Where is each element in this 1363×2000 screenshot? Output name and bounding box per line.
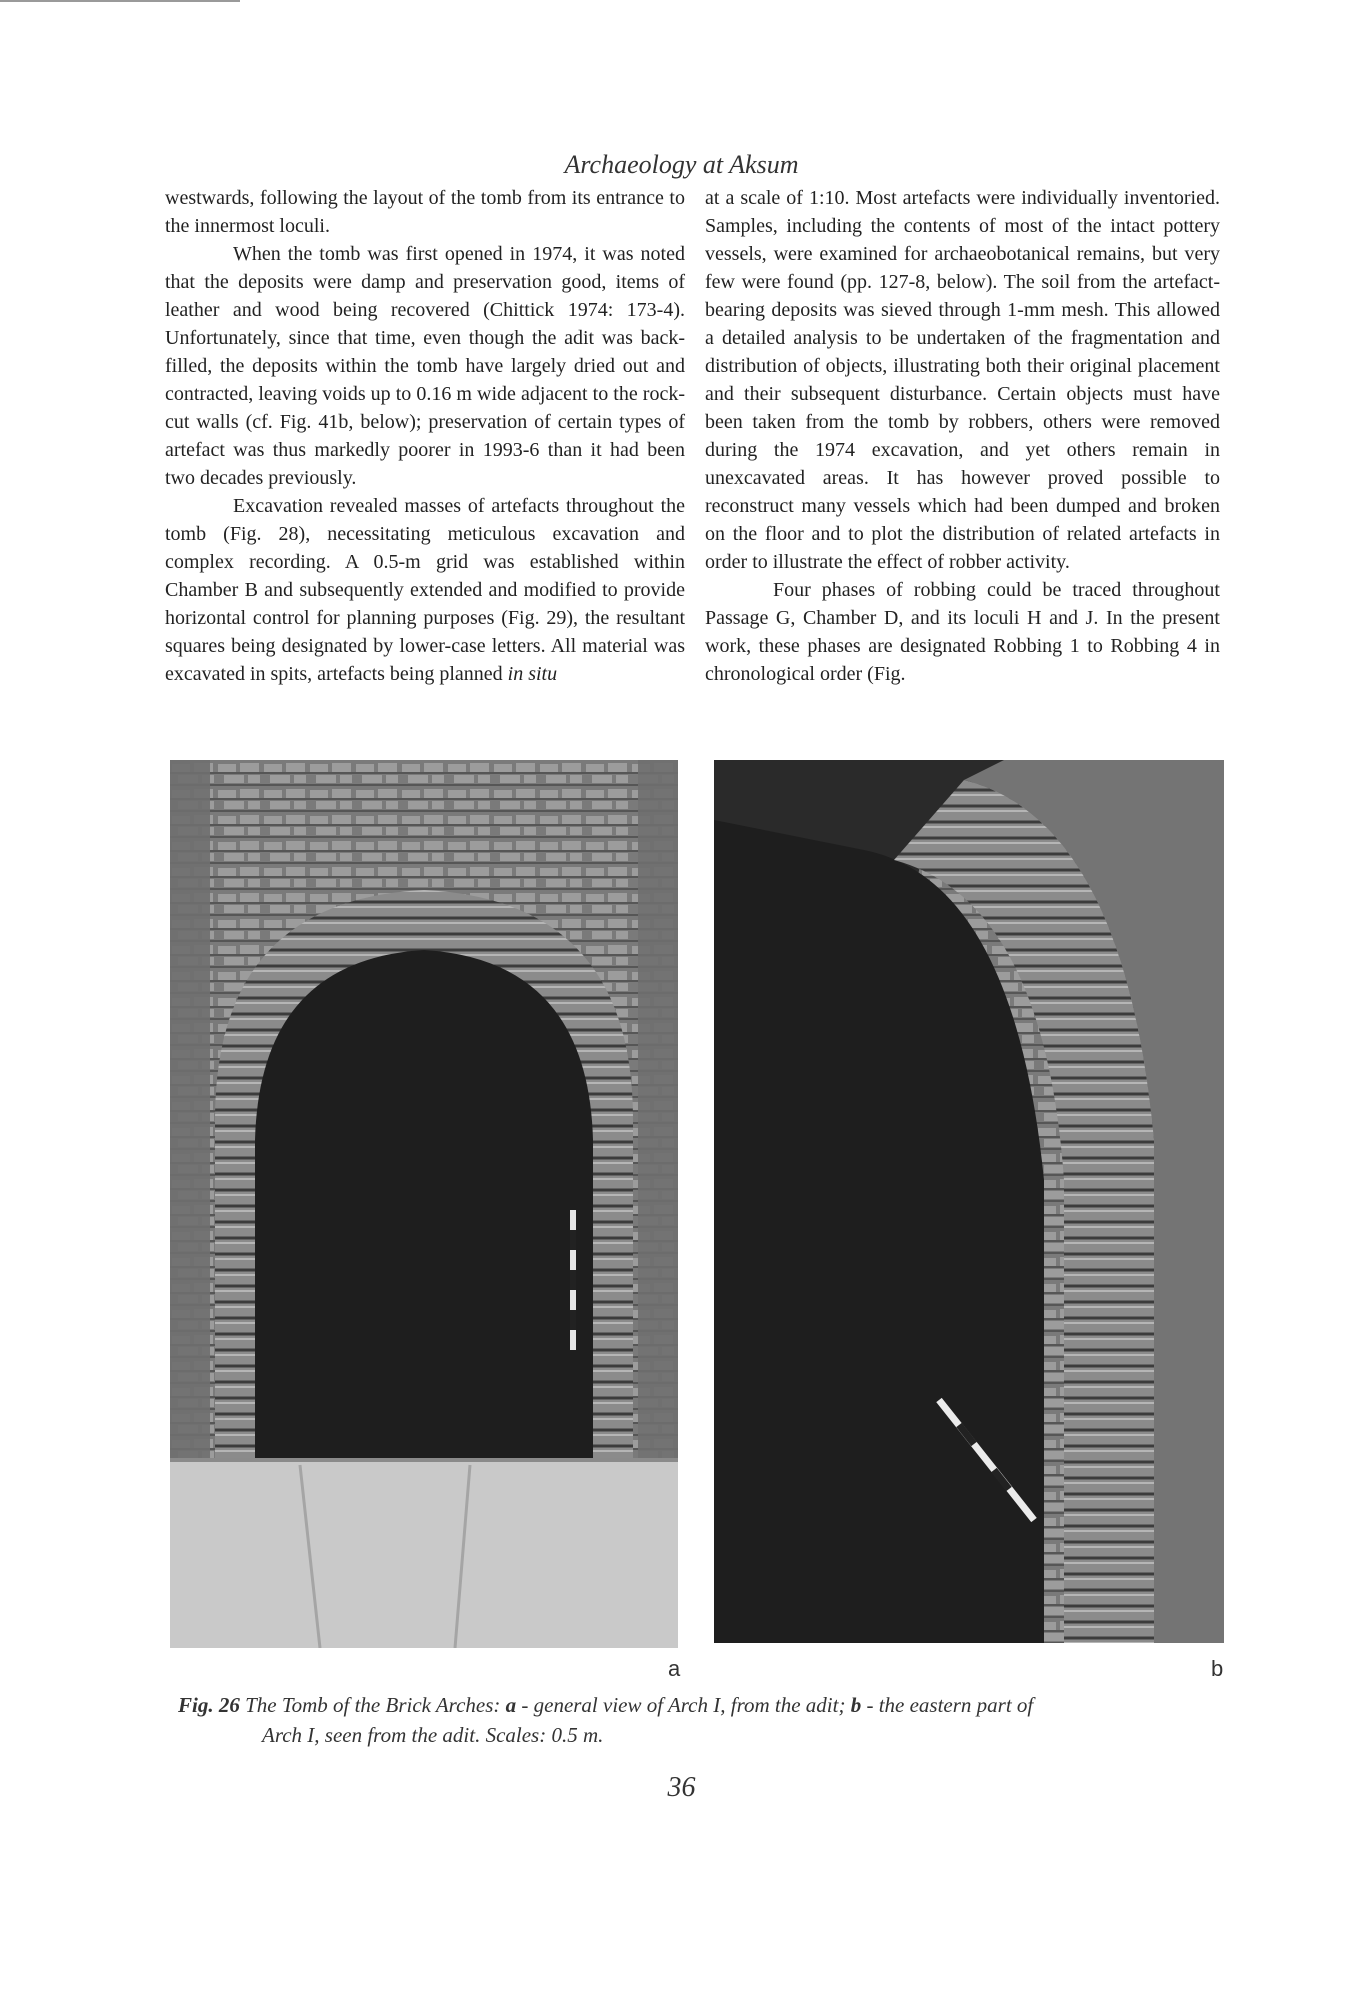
caption-part-b: - the eastern part of <box>866 1693 1034 1717</box>
caption-title: The Tomb of the Brick Arches: <box>245 1693 501 1717</box>
plate-label-b: b <box>1211 1656 1224 1681</box>
caption-line-2: Arch I, seen from the adit. Scales: 0.5 m. <box>262 1723 604 1747</box>
plate-label-a: a <box>668 1656 681 1681</box>
paragraph: at a scale of 1:10. Most artefacts were individually inventoried. Samples, including the contents of most of the intact pottery vessels, were examined for archaeobotanical remains, but very few were found (pp. 127-8, below). The soil from the artefact-bearing deposits was sieved through 1-mm mesh. This allowed a detailed analysis to be undertaken of the fragmentation and distribution of objects, illustrating both their original placement and their subsequent disturbance. Certain objects must have been taken from the tomb by robbers, others were removed during the 1974 excavation, and yet others remain in unexcavated areas. It has however proved possible to reconstruct many vessels which had been dumped and broken on the floor and to plot the distribution of related artefacts in order to illustrate the effect of robber activity. <box>705 187 1220 573</box>
paragraph-text: Excavation revealed masses of artefacts throughout the tomb (Fig. 28), necessitating meticulous excavation and complex recording. A 0.5-m grid was established within Chamber B and subsequently extended and modified to provide horizontal control for planning purposes (Fig. 29), the resultant squares being designated by lower-case letters. All material was excavated in spits, artefacts being planned <box>165 495 685 685</box>
figure-number: Fig. 26 <box>178 1693 240 1717</box>
italic-term: in situ <box>507 663 558 685</box>
right-text-column <box>705 184 1220 688</box>
paragraph: When the tomb was first opened in 1974, it was noted that the deposits were damp and preservation good, items of leather and wood being recovered (Chittick 1974: 173-4). Unfortunately, since that time, even though the adit was back-filled, the deposits within the tomb have largely dried out and contracted, leaving voids up to 0.16 m wide adjacent to the rock-cut walls (cf. Fig. 41b, below); preservation of certain types of artefact was thus markedly poorer in 1993-6 than it had been two decades previously. <box>165 243 685 489</box>
running-head: Archaeology at Aksum <box>564 150 799 179</box>
paragraph: westwards, following the layout of the tomb from its entrance to the innermost loculi. <box>165 187 685 237</box>
paragraph <box>165 492 685 688</box>
photo-arch-general-view <box>170 760 678 1648</box>
paragraph: Four phases of robbing could be traced throughout Passage G, Chamber D, and its loculi H and J. In the present work, these phases are designated Robbing 1 to Robbing 4 in chronological order (Fig. <box>705 579 1220 685</box>
caption-key-a: a <box>505 1693 517 1717</box>
caption-part-a: - general view of Arch I, from the adit; <box>521 1693 846 1717</box>
scan-edge-line <box>0 0 240 2</box>
caption-key-b: b <box>850 1693 862 1717</box>
left-text-column <box>165 184 685 688</box>
page-number: 36 <box>667 1772 696 1803</box>
figure-caption <box>178 1690 1218 1750</box>
photo-arch-eastern-part <box>714 760 1224 1643</box>
